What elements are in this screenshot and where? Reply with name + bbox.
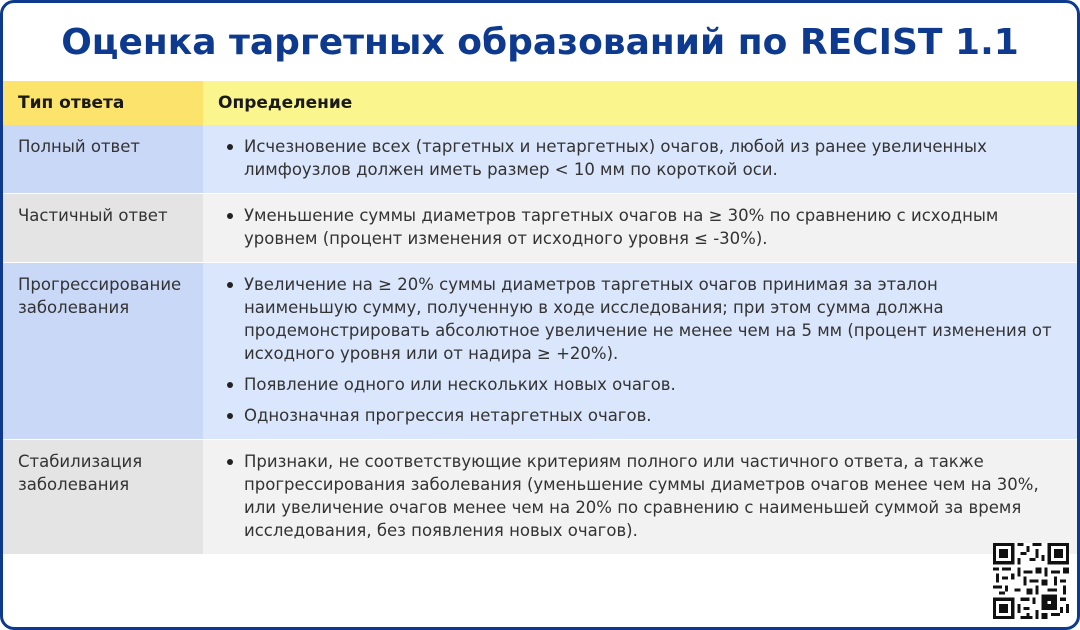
- row-type-cell: Частичный ответ: [3, 194, 203, 263]
- definition-item: Однозначная прогрессия нетаргетных очагов.: [225, 404, 1053, 427]
- definition-item: Исчезновение всех (таргетных и нетаргетных) очагов, любой из ранее увеличенных лимфоузлов должен иметь размер < 10 мм по короткой оси.: [225, 135, 1053, 181]
- header-response-type: Тип ответа: [3, 81, 203, 125]
- recist-table: [3, 81, 1077, 554]
- row-definition-cell: [203, 194, 1077, 263]
- definition-item: Уменьшение суммы диаметров таргетных очагов на ≥ 30% по сравнению с исходным уровнем (процент изменения от исходного уровня ≤ -30%).: [225, 204, 1053, 250]
- table-row-stable-disease: [3, 440, 1077, 555]
- row-type-cell: Прогрессирование заболевания: [3, 263, 203, 440]
- page-title: Оценка таргетных образований по RECIST 1.1: [61, 21, 1019, 63]
- definition-item: Признаки, не соответствующие критериям полного или частичного ответа, а также прогрессирования заболевания (уменьшение суммы диаметров очагов менее чем на 30%, или увеличение очагов менее чем на 20% по сравнению с наименьшей суммой за время исследования, без появления новых очагов).: [225, 450, 1053, 542]
- row-definition-cell: [203, 263, 1077, 440]
- header-definition: Определение: [203, 81, 1077, 125]
- row-definition-cell: [203, 440, 1077, 555]
- table-row-complete-response: [3, 125, 1077, 194]
- row-definition-cell: [203, 125, 1077, 194]
- definition-list: [225, 450, 1053, 542]
- table-row-progressive-disease: [3, 263, 1077, 440]
- definition-item: Увеличение на ≥ 20% суммы диаметров таргетных очагов принимая за эталон наименьшую сумму, полученную в ходе исследования; при этом сумма должна продемонстрировать абсолютное увеличение не менее чем на 5 мм (процент изменения от исходного уровня или от надира ≥ +20%).: [225, 273, 1053, 365]
- table-header-row: [3, 81, 1077, 125]
- definition-list: [225, 273, 1053, 427]
- row-type-cell: Стабилизация заболевания: [3, 440, 203, 555]
- qr-code-icon: [993, 543, 1069, 619]
- definition-list: [225, 135, 1053, 181]
- definition-item: Появление одного или нескольких новых очагов.: [225, 373, 1053, 396]
- table-row-partial-response: [3, 194, 1077, 263]
- definition-list: [225, 204, 1053, 250]
- row-type-cell: Полный ответ: [3, 125, 203, 194]
